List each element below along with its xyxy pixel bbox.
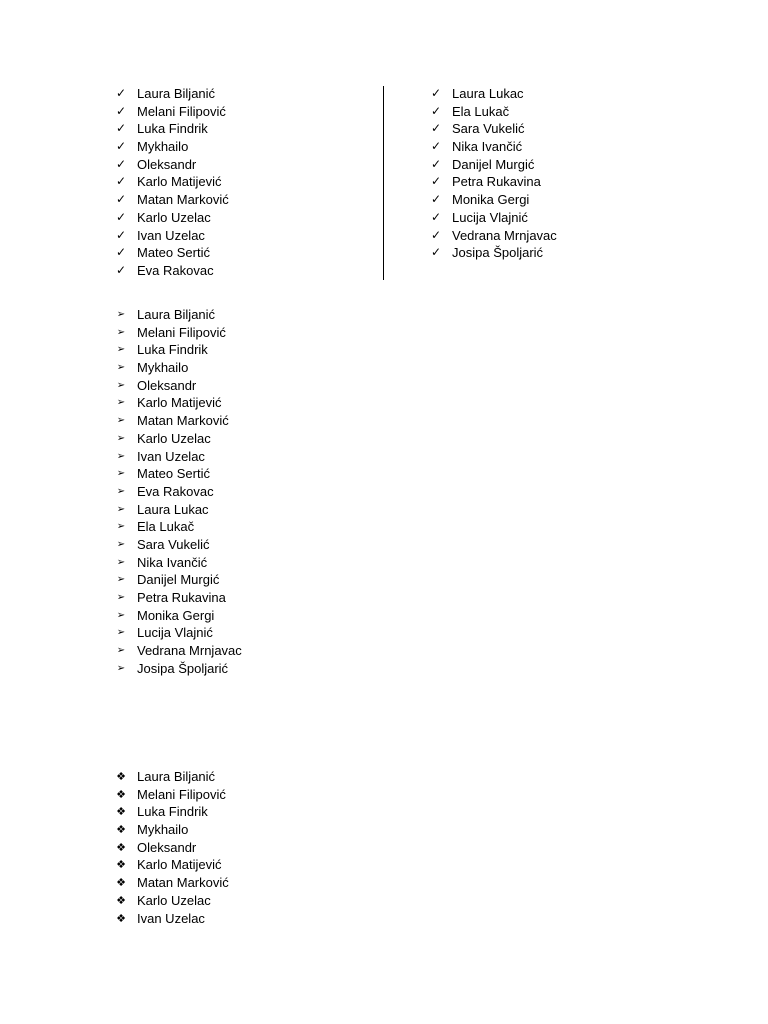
list-item-text: Danijel Murgić — [452, 156, 535, 172]
list-item-text: Ivan Uzelac — [137, 448, 205, 464]
arrow-bullet-icon: ➢ — [116, 627, 126, 639]
list-item-text: Petra Rukavina — [452, 174, 541, 190]
checkmark-icon: ✓ — [430, 245, 442, 260]
checkmark-icon: ✓ — [430, 156, 442, 171]
arrow-bullet-icon: ➢ — [116, 592, 126, 603]
checkmark-icon: ✓ — [115, 192, 127, 207]
diamond-bullet-icon: ❖ — [116, 911, 126, 925]
list-item-text: Oleksandr — [137, 156, 197, 172]
list-item-text: Mateo Sertić — [137, 245, 210, 261]
list-item-text: Karlo Uzelac — [137, 209, 211, 225]
list-item — [114, 227, 229, 245]
arrow-bullet-icon: ➢ — [116, 645, 126, 657]
checkmark-icon: ✓ — [115, 121, 127, 136]
arrow-bullet-icon: ➢ — [116, 415, 126, 427]
list-item — [429, 120, 557, 138]
diamond-bullet-icon: ❖ — [116, 823, 126, 837]
arrow-bullet-icon: ➢ — [116, 397, 126, 409]
arrow-bullet-icon: ➢ — [116, 344, 126, 356]
checkmark-icon: ✓ — [430, 103, 442, 118]
list-item — [114, 324, 242, 342]
list-item — [429, 244, 557, 262]
list-item — [429, 156, 557, 174]
list-item — [114, 554, 242, 572]
list-item — [114, 589, 242, 607]
list-item-text: Karlo Matijević — [137, 395, 222, 411]
checkmark-icon: ✓ — [115, 86, 127, 100]
list-item — [114, 412, 242, 430]
list-item — [114, 191, 229, 209]
list-item — [114, 910, 229, 928]
list-item-text: Laura Biljanić — [137, 86, 216, 101]
list-item — [114, 892, 229, 910]
list-item — [114, 571, 242, 589]
list-item — [114, 624, 242, 642]
diamond-bullet-icon: ❖ — [116, 787, 126, 801]
list-item — [114, 85, 229, 103]
list-item — [114, 448, 242, 466]
list-item-text: Sara Vukelić — [137, 536, 210, 552]
list-item-text: Ela Lukač — [452, 103, 510, 119]
list-item-text: Danijel Murgić — [137, 572, 220, 588]
checkmark-icon: ✓ — [430, 227, 442, 242]
list-item — [114, 103, 229, 121]
arrow-bullet-icon: ➢ — [116, 538, 126, 550]
list-item-text: Laura Lukac — [452, 86, 524, 101]
list-item — [429, 85, 557, 103]
list-item — [114, 244, 229, 262]
list-item — [114, 173, 229, 191]
arrow-bullet-icon: ➢ — [116, 556, 126, 568]
list-item — [114, 536, 242, 554]
checkmark-icon: ✓ — [115, 262, 127, 277]
arrow-bullet-icon: ➢ — [116, 521, 126, 533]
checkmark-list-left — [114, 85, 229, 280]
list-item — [114, 518, 242, 536]
list-item — [114, 839, 229, 857]
list-item-text: Matan Marković — [137, 875, 229, 891]
list-item-text: Melani Filipović — [137, 786, 226, 802]
checkmark-icon: ✓ — [430, 209, 442, 224]
diamond-bullet-icon: ❖ — [116, 805, 126, 819]
list-item — [114, 306, 242, 324]
checkmark-icon: ✓ — [430, 139, 442, 154]
diamond-bullet-icon: ❖ — [116, 893, 126, 907]
list-item — [429, 173, 557, 191]
checkmark-list-right — [429, 85, 557, 262]
arrow-bullet-icon: ➢ — [116, 609, 126, 621]
list-item-text: Melani Filipović — [137, 103, 226, 119]
diamond-bullet-icon: ❖ — [116, 840, 126, 854]
list-item — [114, 856, 229, 874]
list-item — [429, 227, 557, 245]
list-item-text: Luka Findrik — [137, 342, 208, 358]
list-item-text: Ivan Uzelac — [137, 910, 205, 926]
checkmark-icon: ✓ — [430, 192, 442, 207]
arrow-bullet-icon: ➢ — [116, 574, 126, 586]
list-item — [114, 501, 242, 519]
list-item-text: Mykhailo — [137, 822, 189, 838]
list-item-text: Nika Ivančić — [137, 554, 208, 570]
checkmark-icon: ✓ — [115, 209, 127, 224]
list-item-text: Vedrana Mrnjavac — [452, 227, 557, 243]
diamond-bullet-list — [114, 768, 229, 927]
list-item-text: Monika Gergi — [452, 192, 530, 208]
list-item-text: Karlo Matijević — [137, 857, 222, 873]
list-item — [114, 156, 229, 174]
list-item-text: Matan Marković — [137, 192, 229, 208]
list-item — [114, 768, 229, 786]
arrow-bullet-icon: ➢ — [116, 362, 126, 374]
list-item-text: Monika Gergi — [137, 607, 215, 623]
checkmark-icon: ✓ — [115, 245, 127, 260]
list-item — [429, 191, 557, 209]
list-item-text: Karlo Uzelac — [137, 430, 211, 446]
arrow-bullet-icon: ➢ — [116, 450, 126, 462]
arrow-bullet-icon: ➢ — [116, 432, 126, 444]
list-item-text: Luka Findrik — [137, 121, 208, 137]
list-item-text: Vedrana Mrnjavac — [137, 643, 242, 659]
list-item-text: Petra Rukavina — [137, 590, 226, 605]
list-item — [114, 821, 229, 839]
checkmark-icon: ✓ — [430, 86, 442, 100]
arrow-bullet-icon: ➢ — [116, 662, 126, 674]
list-item — [114, 642, 242, 660]
list-item-text: Lucija Vlajnić — [452, 209, 528, 225]
list-item-text: Mykhailo — [137, 360, 189, 376]
list-item-text: Lucija Vlajnić — [137, 625, 213, 641]
list-item-text: Josipa Špoljarić — [452, 245, 544, 261]
arrow-bullet-icon: ➢ — [116, 468, 126, 480]
list-item — [429, 138, 557, 156]
list-item-text: Karlo Matijević — [137, 174, 222, 190]
checkmark-icon: ✓ — [430, 174, 442, 189]
checkmark-icon: ✓ — [115, 174, 127, 189]
checkmark-icon: ✓ — [430, 121, 442, 136]
list-item — [114, 660, 242, 678]
list-item — [114, 803, 229, 821]
arrow-bullet-icon: ➢ — [116, 309, 126, 320]
list-item-text: Luka Findrik — [137, 804, 208, 820]
list-item-text: Josipa Špoljarić — [137, 660, 229, 676]
list-item — [114, 359, 242, 377]
checkmark-icon: ✓ — [115, 227, 127, 242]
list-item-text: Eva Rakovac — [137, 483, 214, 499]
arrow-bullet-list — [114, 306, 242, 677]
list-item — [114, 394, 242, 412]
arrow-bullet-icon: ➢ — [116, 326, 126, 338]
arrow-bullet-icon: ➢ — [116, 485, 126, 497]
diamond-bullet-icon: ❖ — [116, 876, 126, 890]
checkmark-icon: ✓ — [115, 156, 127, 171]
checkmark-icon: ✓ — [115, 103, 127, 118]
arrow-bullet-icon: ➢ — [116, 379, 126, 391]
list-item-text: Melani Filipović — [137, 324, 226, 340]
column-divider — [383, 86, 384, 280]
list-item — [114, 465, 242, 483]
list-item — [114, 483, 242, 501]
list-item — [114, 262, 229, 280]
list-item-text: Matan Marković — [137, 413, 229, 429]
list-item — [114, 209, 229, 227]
list-item-text: Laura Lukac — [137, 501, 209, 517]
list-item — [114, 786, 229, 804]
list-item — [114, 607, 242, 625]
list-item — [114, 120, 229, 138]
list-item-text: Mykhailo — [137, 139, 189, 155]
list-item-text: Laura Biljanić — [137, 769, 216, 784]
list-item — [429, 103, 557, 121]
list-item-text: Ivan Uzelac — [137, 227, 205, 243]
diamond-bullet-icon: ❖ — [116, 770, 126, 783]
list-item — [114, 430, 242, 448]
list-item-text: Karlo Uzelac — [137, 892, 211, 908]
diamond-bullet-icon: ❖ — [116, 858, 126, 872]
list-item — [114, 377, 242, 395]
checkmark-icon: ✓ — [115, 139, 127, 154]
list-item-text: Eva Rakovac — [137, 262, 214, 278]
list-item — [114, 874, 229, 892]
arrow-bullet-icon: ➢ — [116, 503, 126, 515]
list-item-text: Ela Lukač — [137, 519, 195, 535]
list-item-text: Mateo Sertić — [137, 466, 210, 482]
list-item-text: Oleksandr — [137, 839, 197, 855]
list-item-text: Laura Biljanić — [137, 307, 216, 322]
list-item — [114, 138, 229, 156]
list-item — [429, 209, 557, 227]
list-item — [114, 341, 242, 359]
list-item-text: Oleksandr — [137, 377, 197, 393]
list-item-text: Nika Ivančić — [452, 139, 523, 155]
list-item-text: Sara Vukelić — [452, 121, 525, 137]
